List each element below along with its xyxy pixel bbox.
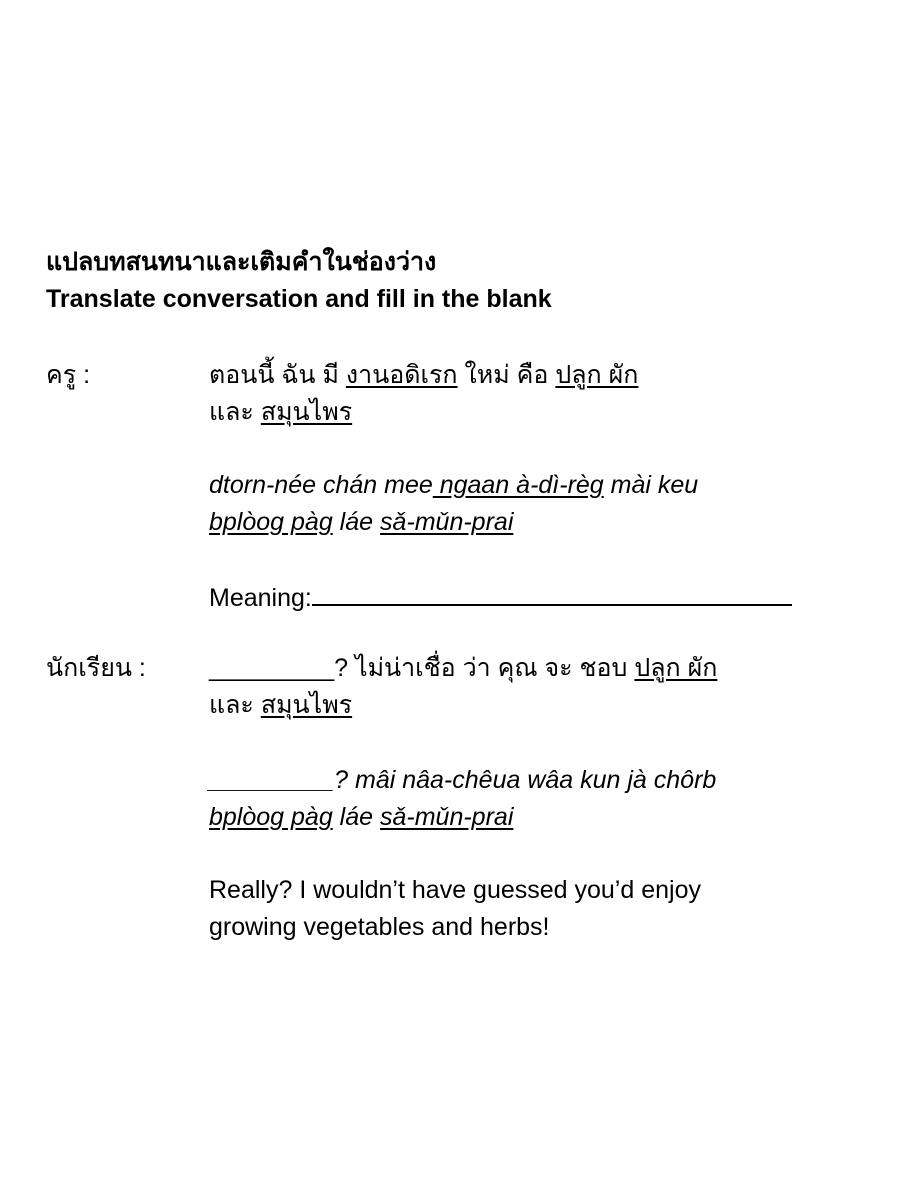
heading-english: Translate conversation and fill in the blank — [46, 285, 552, 313]
teacher-thai-text — [209, 357, 849, 431]
student-english-line1: Really? I wouldn’t have guessed you’d enjoy — [209, 876, 701, 904]
student-roman-blank[interactable]: _________ — [209, 766, 335, 794]
teacher-roman-plant-veg: bplòog pàg — [209, 508, 333, 536]
student-roman-part: ? mâi nâa-chêua wâa kun jà chôrb — [334, 766, 717, 794]
teacher-roman-part: láe — [332, 508, 380, 536]
teacher-label: ครู : — [46, 361, 91, 389]
meaning-row — [209, 577, 849, 617]
teacher-roman-part: mài keu — [603, 471, 699, 499]
teacher-thai-part: และ — [209, 398, 261, 426]
teacher-thai-herbs: สมุนไพร — [260, 398, 353, 426]
student-label: นักเรียน : — [46, 654, 146, 682]
student-roman-plant-veg: bplòog pàg — [209, 803, 333, 831]
teacher-roman-hobby: ngaan à-dì-règ — [432, 471, 604, 499]
student-roman-part: láe — [332, 803, 380, 831]
meaning-blank[interactable] — [312, 577, 792, 606]
teacher-thai-part: ตอนนี้ ฉัน มี — [209, 361, 346, 389]
student-roman-herbs: sǎ-mǔn-prai — [380, 803, 514, 831]
student-english — [209, 872, 849, 946]
student-romanization — [209, 762, 849, 836]
student-english-line2: growing vegetables and herbs! — [209, 913, 550, 941]
teacher-romanization — [209, 467, 849, 541]
teacher-roman-herbs: sǎ-mǔn-prai — [380, 508, 514, 536]
heading-thai: แปลบทสนทนาและเติมคำในช่องว่าง — [46, 248, 437, 276]
student-thai-part: ? ไม่น่าเชื่อ ว่า คุณ จะ ชอบ — [334, 654, 635, 682]
meaning-label: Meaning: — [209, 584, 312, 612]
worksheet-heading — [46, 244, 552, 318]
student-thai-plant-veg: ปลูก ผัก — [634, 654, 718, 682]
teacher-thai-hobby: งานอดิเรก — [345, 361, 458, 389]
teacher-roman-part: dtorn-née chán mee — [209, 471, 433, 499]
student-thai-part: และ — [209, 691, 261, 719]
teacher-thai-part: ใหม่ คือ — [457, 361, 556, 389]
student-thai-herbs: สมุนไพร — [260, 691, 353, 719]
teacher-thai-plant-veg: ปลูก ผัก — [555, 361, 639, 389]
student-thai-text — [209, 650, 849, 724]
student-thai-blank[interactable]: _________ — [209, 654, 335, 682]
